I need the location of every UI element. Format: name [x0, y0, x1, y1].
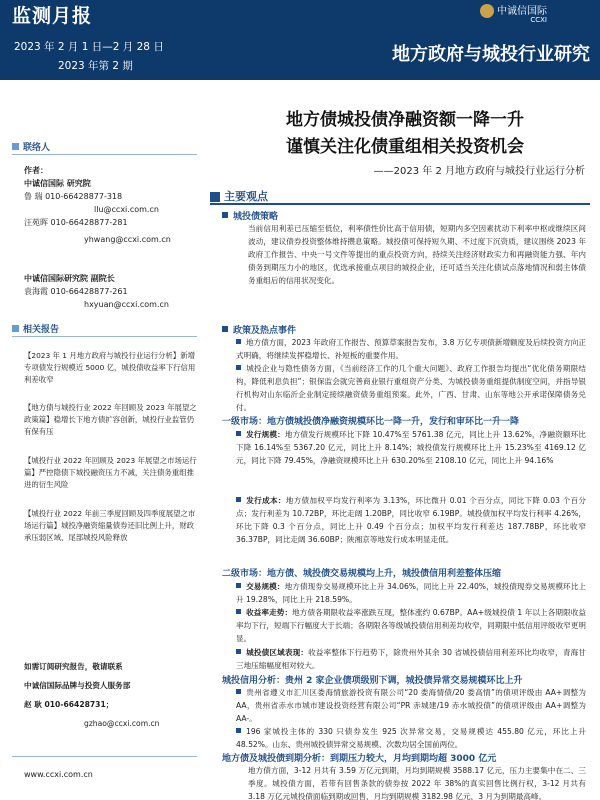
bullet-paragraph: 196 家城投主体的 330 只债券发生 925 次异常交易，交易规模达 455.80 亿元，环比上升 48.52%。山东、贵州城投债异常交易规模、次数均居全国前两位。 — [236, 727, 586, 749]
bullet-icon — [236, 728, 241, 733]
subscribe-line2: 中诚信国际品牌与投资人服务部 — [24, 681, 131, 690]
bullet-paragraph: 贵州省遵义市汇川区娄海情旅游投资有限公司“20 娄海情债/20 娄高情”的债项评级由 AA+调整为 AA，贵州省赤水市城市建设投资经营有限公司“PR 赤城建/19 赤水城投债”的债项评级由 AA+调整为 AA-。 — [236, 688, 586, 723]
bullet-paragraph: 地方债方面，2023 年政府工作报告、预算草案报告发布，3.8 万亿专项债新增额度及后续投资方向正式明确，将继续发挥稳增长、补短板的重要作用。 — [236, 338, 586, 360]
report-title-line1: 地方债城投债净融资额一降一升 — [286, 110, 524, 130]
bullet-paragraph: 城投企业与隐性债务方面，《当前经济工作的几个重大问题》、政府工作报告均提出“优化债务期限结构，降低利息负担”；银保监会就完善商业银行重组资产分类、为城投债务重组提供制度空间，并指导银行机构对山东临沂企业制定接续融资债务重组预案。此外，广西、甘肃、山东等地公开承诺保障债务兑付。 — [236, 364, 586, 412]
email-yuan[interactable]: hxyuan@ccxi.com.cn — [84, 300, 169, 309]
subscribe-line3: 赵 耿 010-66428731； — [24, 700, 114, 709]
report-type: 监测月报 — [12, 5, 93, 27]
section-heading: 城投债策略 — [222, 209, 278, 222]
bullet-paragraph: 城投债区域表现：收益率整体下行趋势下，除贵州外其余 30 省城投债信用利差环比均收窄，青海甘三地压缩幅度相对较大。 — [236, 648, 586, 670]
bullet-paragraph: 交易规模：地方债现券交易规模环比上升 34.06%，同比上升 22.40%，城投债现券交易规模环比上升 19.28%，同比上升 218.59%。 — [236, 582, 587, 604]
email-wang[interactable]: yhwang@ccxi.com.cn — [84, 235, 171, 244]
related-item[interactable]: 【地方债与城投行业 2022 年回顾及 2023 年展望之政策篇】稳增长下地方债扩容创新，城投行业监管仍有保有压 — [24, 403, 197, 436]
person-lurui: 鲁 瑞 010-66428877-318 — [24, 192, 123, 201]
bullet-icon — [236, 431, 241, 436]
team-research: 中诚信国际 研究院 — [24, 179, 91, 188]
related-heading: 相关报告 — [12, 322, 59, 335]
website-link[interactable]: www.ccxi.com.cn — [24, 770, 93, 779]
subscribe-block — [24, 660, 204, 730]
main-points-heading: 主要观点 — [210, 188, 268, 204]
bullet-paragraph: 发行规模：地方债发行规模环比下降 10.47%至 5761.38 亿元，同比上升 13.62%，净融资额环比下降 16.14%至 5367.20 亿元，同比上升 8.14%；城投债发行规模环比上升 15.23%至 4169.12 亿元，同比下降 79.45%，净融资规模环比上升 630.20%至 2108.10 亿元，同比上升 94.16% — [236, 430, 587, 465]
bullet-icon — [236, 609, 241, 614]
doc-icon — [210, 192, 220, 202]
related-item[interactable]: 【2023 年 1 月地方政府与城投行业运行分析】新增专项债发行规模近 5000 亿，城投债收益率下行信用利差收窄 — [24, 351, 196, 384]
sector-title: 地方政府与城投行业研究 — [392, 44, 590, 65]
author-label: 作者： — [24, 166, 48, 175]
report-title-line2: 谨慎关注化债重组相关投资机会 — [286, 137, 524, 157]
person-yuan: 袁海霞 010-66428877-261 — [24, 287, 128, 296]
team-vp: 中诚信国际研究院 副院长 — [24, 274, 115, 283]
bullet-icon — [236, 583, 241, 588]
person-wang: 汪苑晖 010-66428877-281 — [24, 218, 128, 227]
section-heading: 一级市场：地方债城投债净融资规模环比一降一升，发行和审环比一升一降 — [222, 417, 520, 427]
contact-heading: 联络人 — [12, 140, 50, 153]
related-item[interactable]: 【城投行业 2022 年前三季度回顾及四季度展望之市场运行篇】城投净融资缩量债券还旧比例上升，财政承压弱区域、尾部城投风险释放 — [24, 509, 196, 542]
issue-number: 2023 年第 2 期 — [58, 60, 133, 72]
email-lurui[interactable]: llu@ccxi.com.cn — [94, 205, 159, 214]
logo-icon — [480, 4, 494, 18]
bullet-icon — [236, 339, 241, 344]
report-subtitle: ——2023 年 2 月地方政府与城投行业运行分析 — [373, 166, 585, 177]
bullet-paragraph: 收益率走势：地方债各期限收益率涨跌互现，整体涨约 0.67BP。AA+级城投债 1 年以上各期限收益率均下行，短端下行幅度大于长端；各期限各等级城投债信用利差均收窄，同期限中低信用评级收窄更明显。 — [236, 608, 587, 643]
divider — [12, 154, 197, 155]
logo-abbr: CCXI — [530, 16, 547, 24]
square-icon — [12, 325, 19, 332]
subscribe-email[interactable]: gzhao@ccxi.com.cn — [84, 719, 160, 728]
section-heading: 二级市场：地方债、城投债交易规模均上升，城投债信用利差整体压缩 — [222, 569, 502, 579]
bullet-paragraph: 发行成本：地方债加权平均发行利率为 3.13%，环比微升 0.01 个百分点，同比下降 0.03 个百分点；发行利差为 10.72BP，环比走阔 1.20BP，同比收窄 6.19BP。城投债加权平均发行利率 4.26%，环比下降 0.3 个百分点，同比上升 0.49 个百分点；加权平均发行利差达 187.78BP，环比收窄 36.37BP，同比走阔 36.60BP；陕湘京等地发行成本明显走低。 — [236, 496, 587, 544]
section-heading: 政策及热点事件 — [222, 323, 296, 336]
contact-block — [24, 164, 204, 311]
divider — [12, 756, 197, 757]
subscribe-line1: 如需订阅研究报告，敬请联系 — [24, 662, 123, 671]
section-heading: 城投信用分析：贵州 2 家企业债项级别下调，城投债异常交易规模环比上升 — [222, 676, 523, 686]
section-heading: 地方债及城投债到期分析：到期压力较大，月均到期均超 3000 亿元 — [222, 754, 497, 764]
section-body: 当前信用利差已压缩至低位，利率债性价比高于信用债，短期内多空因素扰动下利率中枢或继续区间波动，建议债券投资整体维持攒息策略。城投债可保持短久期、不过度下沉资质，建议围绕 2023 年政府工作报告、中央一号文件等提出的重点投资方向，持续关注经济财政实力和再融资能力强、年内债务到期压力小的地区，优选承接重点项目的城投企业，还可适当关注化债试点落地情况和弱主体债务重组后的信用状况变化。 — [248, 224, 586, 285]
divider — [12, 336, 197, 337]
bullet-icon — [236, 689, 241, 694]
logo-name: 中诚信国际 — [497, 6, 547, 17]
date-range: 2023 年 2 月 1 日—2 月 28 日 — [14, 41, 164, 53]
bullet-icon — [236, 497, 241, 502]
heading-rule — [210, 203, 590, 205]
brand-logo — [480, 2, 547, 24]
section-body: 地方债方面，3-12 月共有 3.59 万亿元到期，月均到期规模 3588.17 亿元，压力主要集中在二、三季度。城投债方面，若带有回售条款的债券按 2022 年 38%的真实回售比例行权，3-12 月共有 3.18 万亿元城投债面临到期或回售，月均到期规模 3182.98 亿元，3 月为到期最高峰。 — [248, 766, 586, 800]
related-item[interactable]: 【城投行业 2022 年回顾及 2023 年展望之市场运行篇】严控隐债下城投融资压力不减，关注债务重组推进的衍生风险 — [24, 456, 197, 489]
left-column — [0, 80, 205, 800]
square-icon — [12, 143, 19, 150]
bullet-icon — [236, 365, 241, 370]
bullet-icon — [236, 649, 241, 654]
